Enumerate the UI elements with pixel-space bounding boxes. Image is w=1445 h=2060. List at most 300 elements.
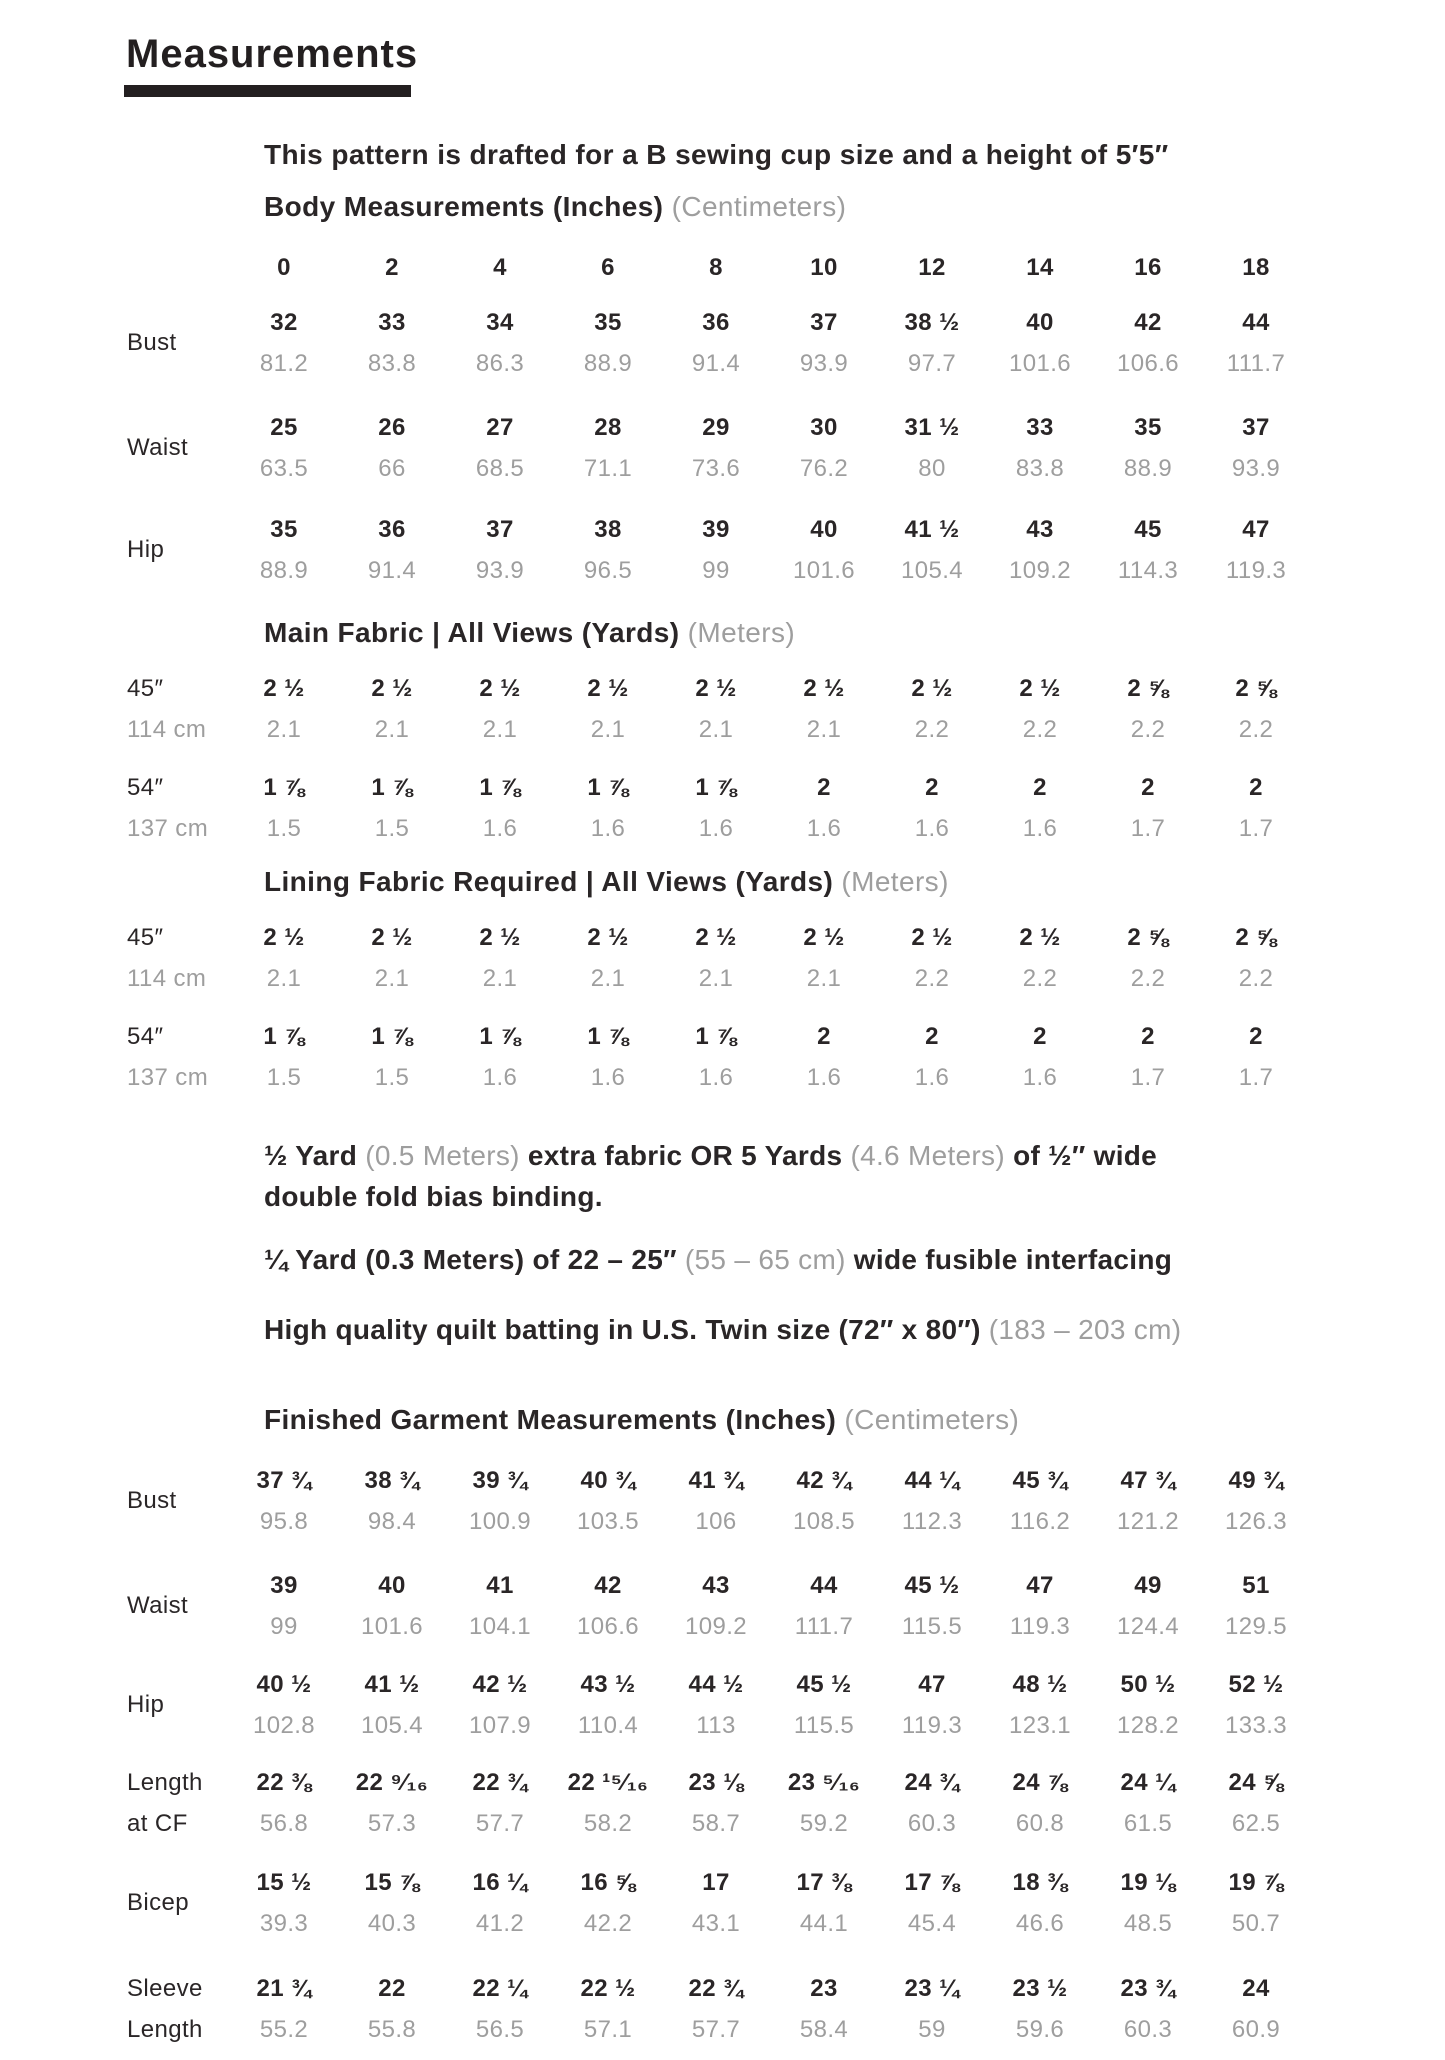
section-header-lining-fabric bbox=[264, 865, 949, 899]
value-inches: 42 bbox=[594, 1572, 622, 1599]
size-label: 4 bbox=[493, 254, 507, 281]
size-label: 12 bbox=[918, 254, 946, 281]
value-inches: 23 ¼ bbox=[904, 1975, 960, 2002]
value-inches: 40 ½ bbox=[256, 1671, 312, 1698]
value-inches: 24 ⅝ bbox=[1228, 1769, 1284, 1796]
value-cm: 80 bbox=[918, 455, 946, 482]
value-inches: 32 bbox=[270, 309, 298, 336]
value-inches: 2 bbox=[817, 774, 831, 801]
value-cm: 101.6 bbox=[1008, 350, 1072, 377]
value-inches: 45 bbox=[1134, 516, 1162, 543]
value-inches: 2 ½ bbox=[479, 675, 521, 702]
value-inches: 22 ⅜ bbox=[256, 1769, 312, 1796]
measurement-row bbox=[127, 1460, 1310, 1542]
measurement-row bbox=[127, 302, 1310, 384]
value-cm: 95.8 bbox=[259, 1508, 309, 1535]
value-cm: 93.9 bbox=[475, 557, 525, 584]
value-inches: 47 bbox=[918, 1671, 946, 1698]
value-cm: 58.4 bbox=[799, 2016, 849, 2043]
value-inches: 38 ½ bbox=[904, 309, 960, 336]
size-header-row bbox=[127, 247, 1310, 288]
note-metric-text: (183 – 203 cm) bbox=[988, 1314, 1182, 1345]
value-cm: 1.7 bbox=[1130, 815, 1166, 842]
value-inches: 23 ½ bbox=[1012, 1975, 1068, 2002]
value-cm: 112.3 bbox=[901, 1508, 963, 1535]
intro-text: This pattern is drafted for a B sewing cup size and a height of 5′5″ bbox=[264, 139, 1169, 170]
value-inches: 1 ⅞ bbox=[479, 774, 521, 801]
value-inches: 2 bbox=[925, 774, 939, 801]
value-cm: 106 bbox=[695, 1508, 737, 1535]
value-inches: 19 ⅞ bbox=[1228, 1869, 1284, 1896]
value-inches: 2 bbox=[1141, 774, 1155, 801]
value-inches: 38 bbox=[594, 516, 622, 543]
note-line bbox=[264, 1309, 1181, 1350]
note-text: ¼ Yard (0.3 Meters) of 22 – 25″ bbox=[264, 1244, 685, 1275]
value-inches: 52 ½ bbox=[1228, 1671, 1284, 1698]
value-inches: 23 bbox=[810, 1975, 838, 2002]
section-header-main-text: Lining Fabric Required | All Views (Yards) bbox=[264, 866, 834, 897]
value-cm: 60.9 bbox=[1231, 2016, 1281, 2043]
size-label: 2 bbox=[385, 254, 399, 281]
value-inches: 22 ½ bbox=[580, 1975, 636, 2002]
value-inches: 17 ⅞ bbox=[904, 1869, 960, 1896]
value-cm: 1.7 bbox=[1130, 1064, 1166, 1091]
value-cm: 114.3 bbox=[1117, 557, 1179, 584]
value-cm: 104.1 bbox=[468, 1613, 532, 1640]
value-inches: 25 bbox=[270, 414, 298, 441]
value-inches: 42 ¾ bbox=[796, 1467, 852, 1494]
value-cm: 73.6 bbox=[691, 455, 741, 482]
row-label: Waist bbox=[127, 434, 189, 461]
section-header-alt-text: (Centimeters) bbox=[844, 1404, 1020, 1435]
row-label: Hip bbox=[127, 1691, 165, 1718]
value-inches: 17 ⅜ bbox=[796, 1869, 852, 1896]
value-inches: 2 ½ bbox=[371, 924, 413, 951]
value-inches: 18 ⅜ bbox=[1012, 1869, 1068, 1896]
row-label: Bust bbox=[127, 329, 177, 356]
value-inches: 40 bbox=[1026, 309, 1054, 336]
value-inches: 39 bbox=[702, 516, 730, 543]
row-label: at CF bbox=[127, 1810, 188, 1837]
row-label: Bust bbox=[127, 1487, 177, 1514]
note-text: of ½″ wide bbox=[1004, 1140, 1158, 1171]
measurement-row bbox=[127, 1968, 1310, 2050]
value-cm: 2.2 bbox=[914, 965, 950, 992]
value-inches: 2 ½ bbox=[695, 924, 737, 951]
value-cm: 44.1 bbox=[799, 1910, 849, 1937]
note-metric-text: (0.5 Meters) bbox=[365, 1140, 520, 1171]
value-inches: 2 bbox=[1249, 774, 1263, 801]
value-cm: 1.6 bbox=[914, 1064, 950, 1091]
value-cm: 88.9 bbox=[583, 350, 633, 377]
value-cm: 1.6 bbox=[482, 1064, 518, 1091]
value-inches: 15 ⅞ bbox=[364, 1869, 420, 1896]
value-inches: 2 ½ bbox=[371, 675, 413, 702]
measurement-row bbox=[127, 1862, 1310, 1944]
value-cm: 71.1 bbox=[583, 455, 633, 482]
value-inches: 41 ½ bbox=[904, 516, 960, 543]
value-inches: 2 ⅝ bbox=[1235, 924, 1277, 951]
value-cm: 2.1 bbox=[590, 965, 626, 992]
row-label-cm: 137 cm bbox=[127, 1064, 209, 1091]
value-inches: 40 bbox=[810, 516, 838, 543]
value-inches: 2 ⅝ bbox=[1127, 675, 1169, 702]
value-inches: 22 ¹⁵⁄₁₆ bbox=[567, 1769, 649, 1796]
value-cm: 2.1 bbox=[266, 716, 302, 743]
section-header-alt-text: (Centimeters) bbox=[671, 191, 847, 222]
value-inches: 2 ⅝ bbox=[1235, 675, 1277, 702]
row-label: Bicep bbox=[127, 1889, 190, 1916]
note-metric-text: (55 – 65 cm) bbox=[684, 1244, 846, 1275]
measurement-row bbox=[127, 1762, 1310, 1844]
note-paragraph bbox=[264, 1309, 1181, 1350]
value-cm: 66 bbox=[378, 455, 406, 482]
section-header-main-text: Body Measurements (Inches) bbox=[264, 191, 664, 222]
value-inches: 33 bbox=[378, 309, 406, 336]
value-inches: 24 bbox=[1242, 1975, 1270, 2002]
value-cm: 2.1 bbox=[806, 965, 842, 992]
value-inches: 2 ½ bbox=[911, 924, 953, 951]
value-cm: 60.3 bbox=[1123, 2016, 1173, 2043]
value-inches: 1 ⅞ bbox=[371, 774, 413, 801]
value-inches: 2 bbox=[817, 1023, 831, 1050]
value-inches: 1 ⅞ bbox=[695, 1023, 737, 1050]
value-inches: 1 ⅞ bbox=[695, 774, 737, 801]
note-text: ½ Yard bbox=[264, 1140, 366, 1171]
value-cm: 57.7 bbox=[691, 2016, 741, 2043]
measurement-row bbox=[127, 917, 1310, 999]
value-inches: 2 bbox=[1141, 1023, 1155, 1050]
value-cm: 60.8 bbox=[1015, 1810, 1065, 1837]
value-inches: 35 bbox=[594, 309, 622, 336]
value-cm: 2.1 bbox=[590, 716, 626, 743]
page-title: Measurements bbox=[126, 32, 419, 76]
value-inches: 45 ¾ bbox=[1012, 1467, 1068, 1494]
value-cm: 2.1 bbox=[266, 965, 302, 992]
value-cm: 2.1 bbox=[806, 716, 842, 743]
value-inches: 41 bbox=[486, 1572, 514, 1599]
value-cm: 2.1 bbox=[374, 716, 410, 743]
value-inches: 37 bbox=[1242, 414, 1270, 441]
value-cm: 129.5 bbox=[1224, 1613, 1288, 1640]
value-cm: 42.2 bbox=[583, 1910, 633, 1937]
value-inches: 15 ½ bbox=[256, 1869, 312, 1896]
value-inches: 37 bbox=[810, 309, 838, 336]
value-inches: 2 bbox=[925, 1023, 939, 1050]
value-inches: 45 ½ bbox=[796, 1671, 852, 1698]
value-cm: 2.1 bbox=[482, 716, 518, 743]
value-inches: 23 ⁵⁄₁₆ bbox=[787, 1769, 861, 1796]
value-cm: 57.1 bbox=[583, 2016, 633, 2043]
note-line bbox=[264, 1239, 1172, 1280]
value-cm: 55.2 bbox=[259, 2016, 309, 2043]
row-label-inches: 45″ bbox=[127, 924, 164, 951]
value-inches: 44 ½ bbox=[688, 1671, 744, 1698]
note-text: double fold bias binding. bbox=[264, 1181, 603, 1212]
value-cm: 88.9 bbox=[1123, 455, 1173, 482]
row-label: Waist bbox=[127, 1592, 189, 1619]
value-inches: 19 ⅛ bbox=[1120, 1869, 1176, 1896]
value-cm: 1.6 bbox=[482, 815, 518, 842]
value-cm: 111.7 bbox=[794, 1613, 854, 1640]
size-label: 16 bbox=[1134, 254, 1162, 281]
value-inches: 2 ½ bbox=[587, 924, 629, 951]
value-inches: 2 ⅝ bbox=[1127, 924, 1169, 951]
value-inches: 2 ½ bbox=[587, 675, 629, 702]
size-label: 14 bbox=[1026, 254, 1054, 281]
value-cm: 109.2 bbox=[684, 1613, 748, 1640]
value-cm: 1.5 bbox=[374, 1064, 410, 1091]
row-label-inches: 45″ bbox=[127, 675, 164, 702]
value-cm: 108.5 bbox=[792, 1508, 856, 1535]
value-cm: 103.5 bbox=[576, 1508, 640, 1535]
value-inches: 17 bbox=[702, 1869, 730, 1896]
note-paragraph bbox=[264, 1135, 1157, 1217]
value-inches: 36 bbox=[702, 309, 730, 336]
value-cm: 43.1 bbox=[691, 1910, 741, 1937]
value-cm: 1.6 bbox=[1022, 1064, 1058, 1091]
value-cm: 106.6 bbox=[576, 1613, 640, 1640]
value-inches: 2 ½ bbox=[695, 675, 737, 702]
value-cm: 113 bbox=[696, 1712, 736, 1739]
value-cm: 1.5 bbox=[374, 815, 410, 842]
value-cm: 93.9 bbox=[799, 350, 849, 377]
value-inches: 1 ⅞ bbox=[587, 1023, 629, 1050]
value-cm: 62.5 bbox=[1231, 1810, 1281, 1837]
value-cm: 88.9 bbox=[259, 557, 309, 584]
value-cm: 83.8 bbox=[367, 350, 417, 377]
row-label: Hip bbox=[127, 536, 165, 563]
value-inches: 48 ½ bbox=[1012, 1671, 1068, 1698]
value-inches: 1 ⅞ bbox=[371, 1023, 413, 1050]
value-inches: 2 ½ bbox=[1019, 924, 1061, 951]
row-label-inches: 54″ bbox=[127, 774, 164, 801]
value-cm: 1.5 bbox=[266, 815, 302, 842]
value-cm: 2.1 bbox=[374, 965, 410, 992]
value-inches: 2 ½ bbox=[1019, 675, 1061, 702]
note-text: High quality quilt batting in U.S. Twin size (72″ x 80″) bbox=[264, 1314, 989, 1345]
value-cm: 63.5 bbox=[259, 455, 309, 482]
value-cm: 116.2 bbox=[1009, 1508, 1071, 1535]
value-cm: 59.2 bbox=[799, 1810, 849, 1837]
measurement-row bbox=[127, 1016, 1310, 1098]
measurement-row bbox=[127, 668, 1310, 750]
value-inches: 16 ¼ bbox=[472, 1869, 528, 1896]
value-inches: 40 ¾ bbox=[580, 1467, 636, 1494]
value-cm: 1.6 bbox=[806, 1064, 842, 1091]
value-cm: 81.2 bbox=[259, 350, 309, 377]
value-cm: 1.6 bbox=[590, 815, 626, 842]
value-cm: 55.8 bbox=[367, 2016, 417, 2043]
value-cm: 2.2 bbox=[1238, 965, 1274, 992]
value-cm: 68.5 bbox=[475, 455, 525, 482]
value-inches: 2 ½ bbox=[911, 675, 953, 702]
value-cm: 2.2 bbox=[1130, 716, 1166, 743]
row-label-cm: 114 cm bbox=[127, 716, 207, 743]
value-cm: 111.7 bbox=[1226, 350, 1286, 377]
section-header-alt-text: (Meters) bbox=[687, 617, 796, 648]
value-cm: 100.9 bbox=[468, 1508, 532, 1535]
value-inches: 2 bbox=[1033, 774, 1047, 801]
value-cm: 106.6 bbox=[1116, 350, 1180, 377]
value-cm: 99 bbox=[270, 1613, 298, 1640]
value-inches: 47 ¾ bbox=[1120, 1467, 1176, 1494]
note-paragraph bbox=[264, 1239, 1172, 1280]
value-cm: 2.2 bbox=[914, 716, 950, 743]
row-label-cm: 137 cm bbox=[127, 815, 209, 842]
value-cm: 105.4 bbox=[360, 1712, 424, 1739]
value-inches: 41 ½ bbox=[364, 1671, 420, 1698]
measurement-row bbox=[127, 407, 1310, 489]
value-inches: 41 ¾ bbox=[688, 1467, 744, 1494]
value-cm: 58.2 bbox=[583, 1810, 633, 1837]
value-cm: 126.3 bbox=[1224, 1508, 1288, 1535]
value-inches: 28 bbox=[594, 414, 622, 441]
value-cm: 2.2 bbox=[1130, 965, 1166, 992]
value-inches: 2 bbox=[1249, 1023, 1263, 1050]
measurement-row bbox=[127, 1664, 1310, 1746]
value-inches: 49 ¾ bbox=[1228, 1467, 1284, 1494]
value-inches: 26 bbox=[378, 414, 406, 441]
value-inches: 23 ⅛ bbox=[688, 1769, 744, 1796]
value-inches: 2 ½ bbox=[263, 675, 305, 702]
value-inches: 24 ⅞ bbox=[1012, 1769, 1068, 1796]
section-header-finished-garment bbox=[264, 1403, 1019, 1437]
value-inches: 39 ¾ bbox=[472, 1467, 528, 1494]
value-cm: 115.5 bbox=[793, 1712, 855, 1739]
value-cm: 1.6 bbox=[806, 815, 842, 842]
size-label: 6 bbox=[601, 254, 615, 281]
value-cm: 2.2 bbox=[1022, 965, 1058, 992]
value-cm: 41.2 bbox=[475, 1910, 525, 1937]
value-cm: 1.6 bbox=[1022, 815, 1058, 842]
value-inches: 1 ⅞ bbox=[587, 774, 629, 801]
value-inches: 22 ⁹⁄₁₆ bbox=[355, 1769, 429, 1796]
value-inches: 42 ½ bbox=[472, 1671, 528, 1698]
value-inches: 22 bbox=[378, 1975, 406, 2002]
size-label: 18 bbox=[1242, 254, 1270, 281]
value-inches: 47 bbox=[1026, 1572, 1054, 1599]
value-inches: 23 ¾ bbox=[1120, 1975, 1176, 2002]
row-label-cm: 114 cm bbox=[127, 965, 207, 992]
size-label: 10 bbox=[810, 254, 838, 281]
value-cm: 1.6 bbox=[698, 1064, 734, 1091]
value-cm: 119.3 bbox=[1009, 1613, 1071, 1640]
value-cm: 101.6 bbox=[360, 1613, 424, 1640]
value-inches: 37 bbox=[486, 516, 514, 543]
value-inches: 45 ½ bbox=[904, 1572, 960, 1599]
value-inches: 1 ⅞ bbox=[263, 774, 305, 801]
value-inches: 29 bbox=[702, 414, 730, 441]
value-cm: 91.4 bbox=[367, 557, 417, 584]
note-line bbox=[264, 1135, 1157, 1176]
note-line bbox=[264, 1176, 1157, 1217]
value-inches: 44 bbox=[1242, 309, 1270, 336]
value-inches: 44 ¼ bbox=[904, 1467, 960, 1494]
value-inches: 34 bbox=[486, 309, 514, 336]
value-cm: 102.8 bbox=[252, 1712, 316, 1739]
value-cm: 107.9 bbox=[468, 1712, 532, 1739]
value-cm: 1.7 bbox=[1238, 815, 1274, 842]
value-inches: 40 bbox=[378, 1572, 406, 1599]
section-header-alt-text: (Meters) bbox=[841, 866, 949, 897]
value-cm: 124.4 bbox=[1116, 1613, 1180, 1640]
note-text: wide fusible interfacing bbox=[845, 1244, 1173, 1275]
value-inches: 37 ¾ bbox=[256, 1467, 312, 1494]
value-cm: 96.5 bbox=[583, 557, 633, 584]
measurement-row bbox=[127, 509, 1310, 591]
value-cm: 48.5 bbox=[1123, 1910, 1173, 1937]
value-cm: 115.5 bbox=[901, 1613, 963, 1640]
value-inches: 36 bbox=[378, 516, 406, 543]
value-cm: 105.4 bbox=[900, 557, 964, 584]
value-cm: 59.6 bbox=[1015, 2016, 1065, 2043]
value-inches: 51 bbox=[1242, 1572, 1270, 1599]
value-cm: 40.3 bbox=[367, 1910, 417, 1937]
value-cm: 133.3 bbox=[1224, 1712, 1288, 1739]
value-cm: 91.4 bbox=[691, 350, 741, 377]
value-cm: 2.1 bbox=[482, 965, 518, 992]
value-inches: 35 bbox=[270, 516, 298, 543]
value-cm: 86.3 bbox=[475, 350, 525, 377]
value-inches: 27 bbox=[486, 414, 514, 441]
value-inches: 1 ⅞ bbox=[263, 1023, 305, 1050]
value-inches: 21 ¾ bbox=[256, 1975, 312, 2002]
value-inches: 22 ¼ bbox=[472, 1975, 528, 2002]
value-cm: 119.3 bbox=[1225, 557, 1287, 584]
value-inches: 2 ½ bbox=[803, 924, 845, 951]
section-header-main-text: Finished Garment Measurements (Inches) bbox=[264, 1404, 837, 1435]
value-cm: 1.6 bbox=[590, 1064, 626, 1091]
value-cm: 1.6 bbox=[698, 815, 734, 842]
value-inches: 30 bbox=[810, 414, 838, 441]
value-cm: 46.6 bbox=[1015, 1910, 1065, 1937]
value-cm: 1.7 bbox=[1238, 1064, 1274, 1091]
value-inches: 43 bbox=[1026, 516, 1054, 543]
row-label: Length bbox=[127, 2016, 203, 2043]
value-cm: 59 bbox=[918, 2016, 946, 2043]
value-cm: 121.2 bbox=[1116, 1508, 1180, 1535]
value-cm: 57.3 bbox=[367, 1810, 417, 1837]
value-inches: 31 ½ bbox=[904, 414, 960, 441]
value-inches: 35 bbox=[1134, 414, 1162, 441]
value-inches: 38 ¾ bbox=[364, 1467, 420, 1494]
value-inches: 24 ¾ bbox=[904, 1769, 960, 1796]
value-cm: 2.1 bbox=[698, 965, 734, 992]
value-inches: 2 bbox=[1033, 1023, 1047, 1050]
value-inches: 16 ⅝ bbox=[580, 1869, 636, 1896]
value-cm: 101.6 bbox=[792, 557, 856, 584]
value-inches: 33 bbox=[1026, 414, 1054, 441]
value-cm: 93.9 bbox=[1231, 455, 1281, 482]
value-cm: 61.5 bbox=[1123, 1810, 1173, 1837]
size-label: 0 bbox=[277, 254, 291, 281]
value-cm: 128.2 bbox=[1116, 1712, 1180, 1739]
value-inches: 49 bbox=[1134, 1572, 1162, 1599]
row-label: Sleeve bbox=[127, 1975, 203, 2002]
section-header-main-fabric bbox=[264, 616, 795, 650]
value-cm: 1.5 bbox=[266, 1064, 302, 1091]
row-label: Length bbox=[127, 1769, 203, 1796]
value-cm: 2.2 bbox=[1022, 716, 1058, 743]
value-inches: 39 bbox=[270, 1572, 298, 1599]
value-inches: 43 ½ bbox=[580, 1671, 636, 1698]
value-inches: 22 ¾ bbox=[472, 1769, 528, 1796]
value-cm: 76.2 bbox=[799, 455, 849, 482]
value-cm: 45.4 bbox=[907, 1910, 957, 1937]
value-inches: 50 ½ bbox=[1120, 1671, 1176, 1698]
value-cm: 119.3 bbox=[901, 1712, 963, 1739]
